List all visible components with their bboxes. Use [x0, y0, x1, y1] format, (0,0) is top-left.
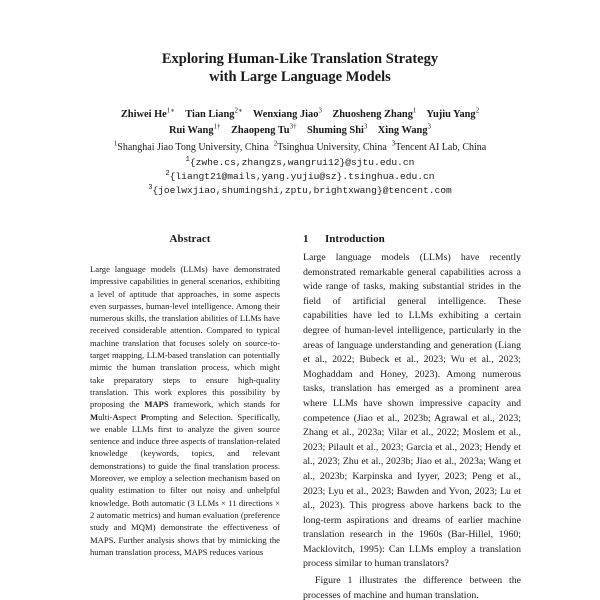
author: Shuming Shi$^3$	[306, 122, 368, 136]
author: Rui Wang$^{1\dagger}$	[168, 122, 221, 136]
section-title: Introduction	[325, 233, 385, 245]
author-line-1	[0, 108, 600, 122]
title-line-2: with Large Language Models	[209, 69, 391, 85]
abstract-text: Large language models (LLMs) have demonstrated impressive capabilities in general scenarios, exhibiting a level of aptitude that approaches, in some aspects even surpasses, human-level intelligence. Among their numerous skills, the translation abilities of LLMs have received considerable attention. Compared to typical machine translation that focuses solely on source-to-target mapping, LLM-based translation can potentially mimic the human translation process, which might take preparatory steps to ensure high-quality translation. This work explores this possibility by proposing the MAPS framework, which stands for Multi-Aspect Prompting and Selection. Specifically, we enable LLMs first to analyze the given source sentence and induce three aspects of translation-related knowledge (keywords, topics, and relevant demonstrations) to guide the final translation process. Moreover, we employ a selection mechanism based on quality estimation to filter out noisy and unhelpful knowledge. Both automatic (3 LLMs × 11 directions × 2 automatic metrics) and human evaluation (preference study and MQM) demonstrate the effectiveness of MAPS. Further analysis shows that by mimicking the human translation process, MAPS reduces various	[90, 264, 280, 557]
author: Yujiu Yang$^2$	[426, 106, 480, 120]
email-line: $^1${zwhe.cs,zhangzs,wangrui12}@sjtu.edu.cn	[185, 155, 415, 168]
author-line-2	[0, 124, 600, 138]
paper-title	[0, 50, 600, 86]
author: Xing Wang$^3$	[377, 122, 432, 136]
author: Wenxiang Jiao$^3$	[252, 106, 322, 120]
email-line: $^3${joelwxjiao,shumingshi,zptu,brightxwang}@tencent.com	[148, 183, 452, 196]
paragraph: Large language models (LLMs) have recently demonstrated remarkable general capabilities across a wide range of tasks, making substantial strides in the field of artificial general intelligence. These capabilities have led to LLMs exhibiting a certain degree of human-level intelligence, particularly in the areas of language understanding and generation (Liang et al., 2022; Bubeck et al., 2023; Wu et al., 2023; Moghaddam and Honey, 2023). Among numerous tasks, translation has emerged as a prominent area where LLMs have shown impressive capacity and competence (Jiao et al., 2023b; Agrawal et al., 2023; Zhang et al., 2023a; Vilar et al., 2022; Moslem et al., 2023; Pilault et al., 2023; Garcia et al., 2023; Hendy et al., 2023; Zhu et al., 2023b; Jiao et al., 2023a; Wang et al., 2023b; Karpinska and Iyyer, 2023; Peng et al., 2023; Lyu et al., 2023; Bawden and Yvon, 2023; Lu et al., 2023). This progress above harkens back to the long-term aspirations and dreams of earlier machine translation research in the 1960s (Bar-Hillel, 1960; Macklovitch, 1995): Can LLMs employ a translation process similar to human translators?	[303, 252, 521, 570]
section-heading-introduction	[303, 233, 385, 245]
abstract-heading: Abstract	[169, 233, 211, 245]
affiliations: $^1$Shanghai Jiao Tong University, China $^2$Tsinghua University, China $^3$Tencent AI Lab, China	[113, 139, 487, 153]
email-line: $^2${liangt21@mails,yang.yujiu@sz}.tsinghua.edu.cn	[165, 169, 435, 182]
paragraph: Figure 1 illustrates the difference between the processes of machine and human translation.	[303, 575, 521, 600]
section-number: 1	[303, 233, 309, 245]
introduction-text	[303, 251, 521, 600]
title-line-1: Exploring Human-Like Translation Strategy	[161, 51, 439, 67]
author: Zhaopeng $Tu^{3\dagger}$	[230, 122, 297, 136]
author: Zhuosheng Zhang$^1$	[332, 106, 417, 120]
author: Tian Liang$^{2∗}$	[185, 106, 243, 120]
author: Zhiwei $He^{1∗}$	[120, 106, 176, 120]
